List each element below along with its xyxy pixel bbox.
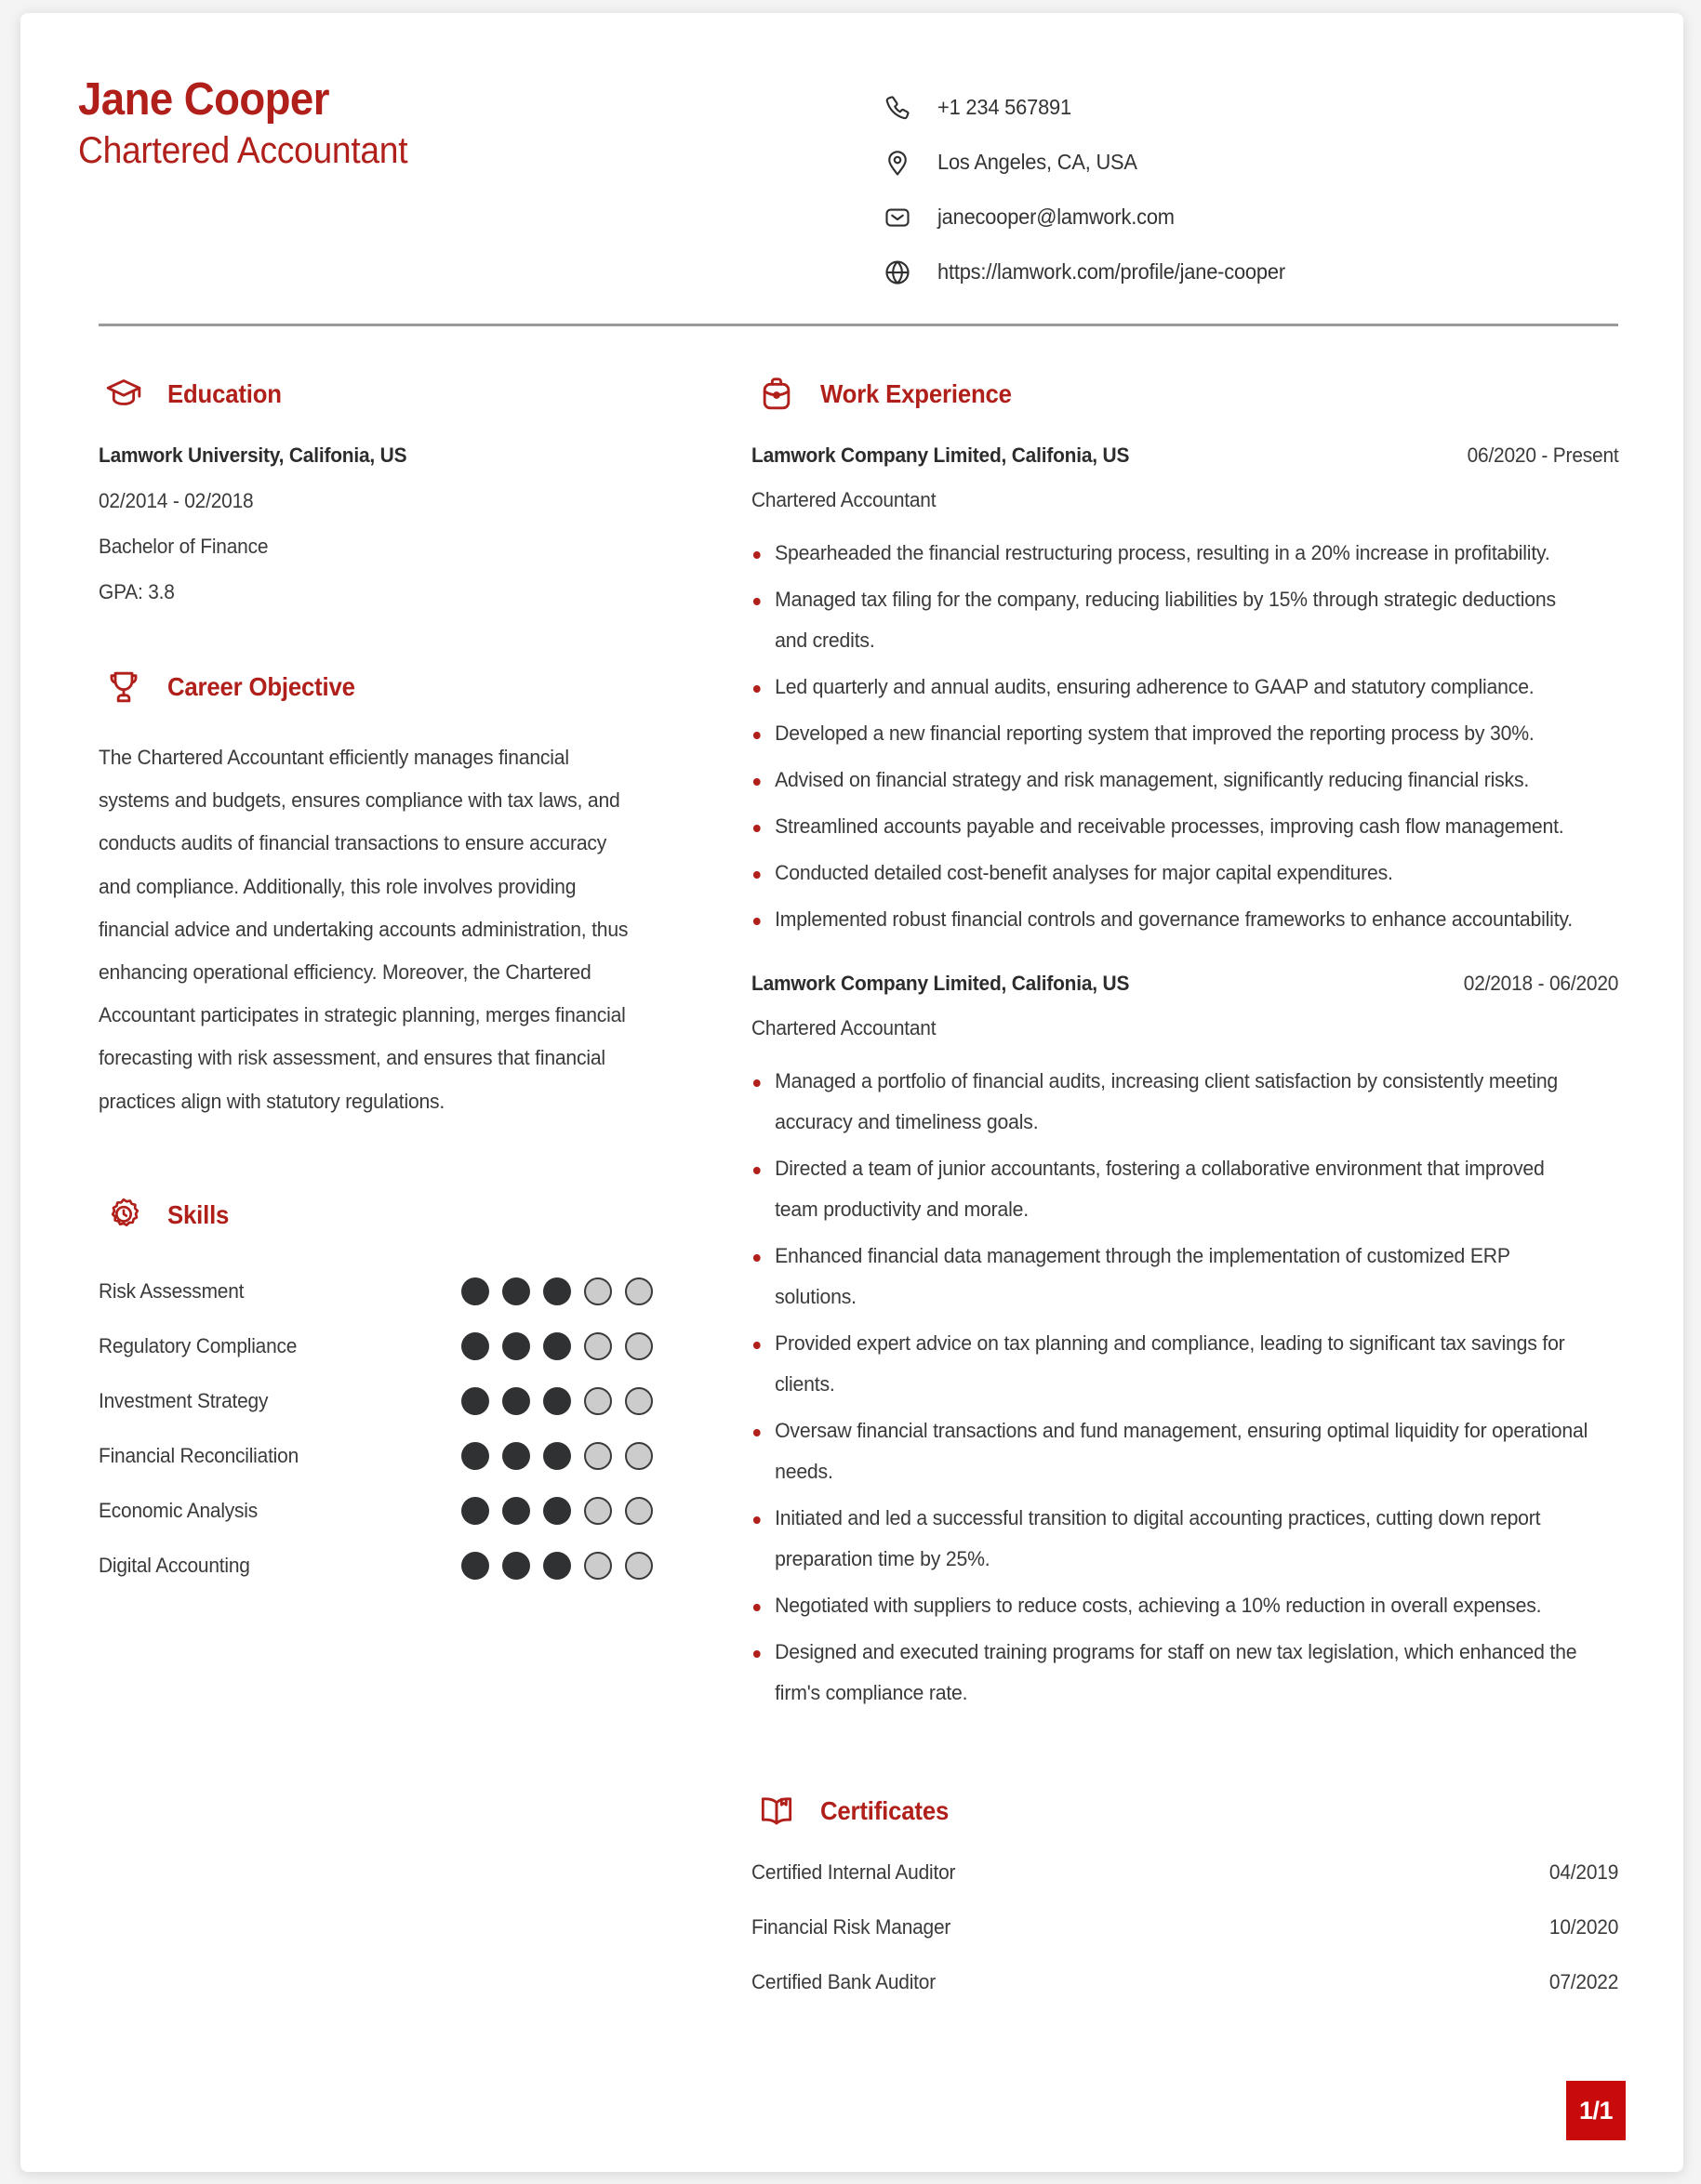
education-school: Lamwork University, Califonia, US [99, 443, 407, 467]
rating-dot-filled [543, 1552, 571, 1580]
certificate-row [751, 1860, 1618, 1915]
rating-dot-filled [502, 1497, 530, 1525]
rating-dot-filled [461, 1332, 489, 1360]
job-entry [751, 972, 1618, 1714]
job-bullet: Advised on financial strategy and risk management, significantly reducing financial risks. [751, 760, 1588, 801]
resume-body [20, 326, 1683, 2025]
trophy-icon [99, 662, 149, 712]
job-bullet: Directed a team of junior accountants, fostering a collaborative environment that improved team productivity and morale. [751, 1148, 1588, 1230]
skill-rating [461, 1332, 660, 1360]
job-bullet: Initiated and led a successful transition to digital accounting practices, cutting down report preparation time by 25%. [751, 1498, 1588, 1580]
rating-dot-empty [625, 1552, 653, 1580]
job-bullet: Oversaw financial transactions and fund management, ensuring optimal liquidity for operational needs. [751, 1410, 1588, 1492]
job-bullet: Managed tax filing for the company, reducing liabilities by 15% through strategic deductions and credits. [751, 579, 1588, 661]
rating-dot-empty [584, 1277, 612, 1305]
skill-name: Financial Reconciliation [99, 1444, 299, 1468]
rating-dot-filled [543, 1277, 571, 1305]
job-bullet: Negotiated with suppliers to reduce costs, achieving a 10% reduction in overall expenses. [751, 1585, 1588, 1626]
rating-dot-empty [625, 1442, 653, 1470]
page-number-badge: 1/1 [1566, 2081, 1626, 2140]
education-gpa: GPA: 3.8 [99, 580, 175, 603]
skill-rating [461, 1552, 660, 1580]
education-degree: Bachelor of Finance [99, 535, 269, 558]
job-bullet-list [751, 1061, 1618, 1714]
skill-name: Investment Strategy [99, 1389, 269, 1413]
rating-dot-empty [625, 1332, 653, 1360]
skill-name: Digital Accounting [99, 1554, 250, 1578]
job-role: Chartered Accountant [751, 1016, 937, 1039]
contact-item-location[interactable] [878, 135, 1618, 190]
open-book-icon [751, 1786, 802, 1836]
candidate-job-title: Chartered Accountant [78, 129, 408, 171]
job-bullet: Conducted detailed cost-benefit analyses for major capital expenditures. [751, 853, 1588, 893]
skill-name: Economic Analysis [99, 1499, 259, 1523]
skill-rating [461, 1387, 660, 1415]
education-entry [99, 443, 660, 604]
certificate-date: 04/2019 [1548, 1860, 1618, 1884]
resume-page [20, 13, 1683, 2172]
rating-dot-filled [543, 1332, 571, 1360]
rating-dot-empty [584, 1332, 612, 1360]
job-dates: 02/2018 - 06/2020 [1463, 972, 1618, 995]
rating-dot-empty [625, 1277, 653, 1305]
work-experience-heading [751, 369, 1618, 419]
skill-row [99, 1539, 660, 1594]
contact-item-phone[interactable] [878, 80, 1618, 135]
right-column [694, 326, 1618, 2025]
skill-rating [461, 1442, 660, 1470]
contact-item-email[interactable] [878, 190, 1618, 245]
candidate-name: Jane Cooper [78, 74, 329, 125]
education-heading [99, 369, 660, 419]
certificate-name: Certified Bank Auditor [751, 1970, 936, 1993]
contact-location-text: Los Angeles, CA, USA [937, 150, 1137, 174]
resume-header [20, 13, 1683, 299]
job-header [751, 443, 1618, 468]
certificates-heading [751, 1786, 1618, 1836]
job-bullet: Streamlined accounts payable and receivable processes, improving cash flow management. [751, 806, 1588, 847]
rating-dot-filled [502, 1387, 530, 1415]
rating-dot-filled [461, 1387, 489, 1415]
briefcase-icon [751, 369, 802, 419]
job-dates: 06/2020 - Present [1467, 443, 1618, 467]
certificate-row [751, 1915, 1618, 1970]
rating-dot-filled [543, 1387, 571, 1415]
skill-row [99, 1429, 660, 1484]
location-icon [878, 143, 917, 182]
rating-dot-empty [584, 1442, 612, 1470]
job-bullet: Enhanced financial data management through the implementation of customized ERP solutions. [751, 1236, 1588, 1317]
rating-dot-empty [584, 1497, 612, 1525]
section-work-experience [751, 369, 1618, 1714]
contact-phone-text: +1 234 567891 [937, 95, 1071, 119]
skills-heading [99, 1190, 660, 1240]
rating-dot-filled [502, 1552, 530, 1580]
job-header [751, 972, 1618, 996]
phone-icon [878, 88, 917, 127]
skill-row [99, 1374, 660, 1429]
career-objective-heading [99, 662, 660, 712]
job-entry [751, 443, 1618, 940]
career-objective-text: The Chartered Accountant efficiently manages financial systems and budgets, ensures compliance with tax laws, and conducts audits of financial transactions to ensure accuracy and compliance. Additionally, this role involves providing financial advice and undertaking accounts administration, thus enhancing operational efficiency. Moreover, the Chartered Accountant participates in strategic planning, merges financial forecasting with risk assessment, and ensures that financial practices align with statutory regulations. [99, 746, 629, 1113]
job-bullet: Provided expert advice on tax planning and compliance, leading to significant tax savings for clients. [751, 1323, 1588, 1405]
job-bullet: Spearheaded the financial restructuring process, resulting in a 20% increase in profitability. [751, 533, 1588, 574]
skill-row [99, 1484, 660, 1539]
job-company: Lamwork Company Limited, Califonia, US [751, 972, 1130, 995]
rating-dot-filled [461, 1277, 489, 1305]
rating-dot-filled [502, 1442, 530, 1470]
skill-name: Risk Assessment [99, 1279, 245, 1304]
certificate-date: 07/2022 [1548, 1970, 1618, 1993]
rating-dot-empty [625, 1497, 653, 1525]
job-bullet: Developed a new financial reporting system that improved the reporting process by 30%. [751, 713, 1588, 754]
job-bullet-list [751, 533, 1618, 940]
graduation-cap-icon [99, 369, 149, 419]
contact-website-text: https://lamwork.com/profile/jane-cooper [937, 259, 1285, 284]
job-bullet: Designed and executed training programs for staff on new tax legislation, which enhanced the firm's compliance rate. [751, 1632, 1588, 1714]
job-company: Lamwork Company Limited, Califonia, US [751, 443, 1130, 467]
certificates-list [751, 1860, 1618, 2025]
job-bullet: Managed a portfolio of financial audits, increasing client satisfaction by consistently meeting accuracy and timeliness goals. [751, 1061, 1588, 1143]
rating-dot-filled [461, 1442, 489, 1470]
section-skills [99, 1190, 660, 1594]
certificate-name: Certified Internal Auditor [751, 1860, 956, 1884]
section-education [99, 369, 660, 604]
education-title: Education [167, 379, 282, 408]
certificate-row [751, 1970, 1618, 2025]
contact-item-website[interactable] [878, 245, 1618, 299]
certificates-title: Certificates [820, 1796, 950, 1825]
jobs-list [751, 443, 1618, 1714]
certificate-name: Financial Risk Manager [751, 1915, 951, 1939]
identity-block [78, 67, 841, 174]
contact-email-text: janecooper@lamwork.com [937, 205, 1175, 229]
rating-dot-empty [584, 1387, 612, 1415]
section-career-objective [99, 662, 660, 1123]
rating-dot-filled [461, 1552, 489, 1580]
rating-dot-filled [502, 1277, 530, 1305]
email-icon [878, 198, 917, 237]
rating-dot-empty [625, 1387, 653, 1415]
contact-list [841, 67, 1618, 299]
rating-dot-filled [543, 1497, 571, 1525]
job-role: Chartered Accountant [751, 488, 937, 511]
rating-dot-filled [543, 1442, 571, 1470]
skills-list [99, 1264, 660, 1594]
skill-rating [461, 1497, 660, 1525]
job-bullet: Implemented robust financial controls and governance frameworks to enhance accountability. [751, 899, 1588, 940]
certificate-date: 10/2020 [1548, 1915, 1618, 1939]
rating-dot-filled [461, 1497, 489, 1525]
education-dates: 02/2014 - 02/2018 [99, 489, 254, 512]
job-bullet: Led quarterly and annual audits, ensuring adherence to GAAP and statutory compliance. [751, 667, 1588, 708]
skills-title: Skills [167, 1199, 230, 1229]
work-experience-title: Work Experience [820, 379, 1012, 408]
skill-name: Regulatory Compliance [99, 1334, 298, 1358]
career-objective-title: Career Objective [167, 672, 355, 701]
rating-dot-empty [584, 1552, 612, 1580]
skill-rating [461, 1277, 660, 1305]
globe-icon [878, 253, 917, 292]
skill-row [99, 1319, 660, 1374]
left-column [99, 326, 694, 2025]
rating-dot-filled [502, 1332, 530, 1360]
section-certificates [751, 1786, 1618, 2025]
gear-clock-icon [99, 1190, 149, 1240]
skill-row [99, 1264, 660, 1319]
